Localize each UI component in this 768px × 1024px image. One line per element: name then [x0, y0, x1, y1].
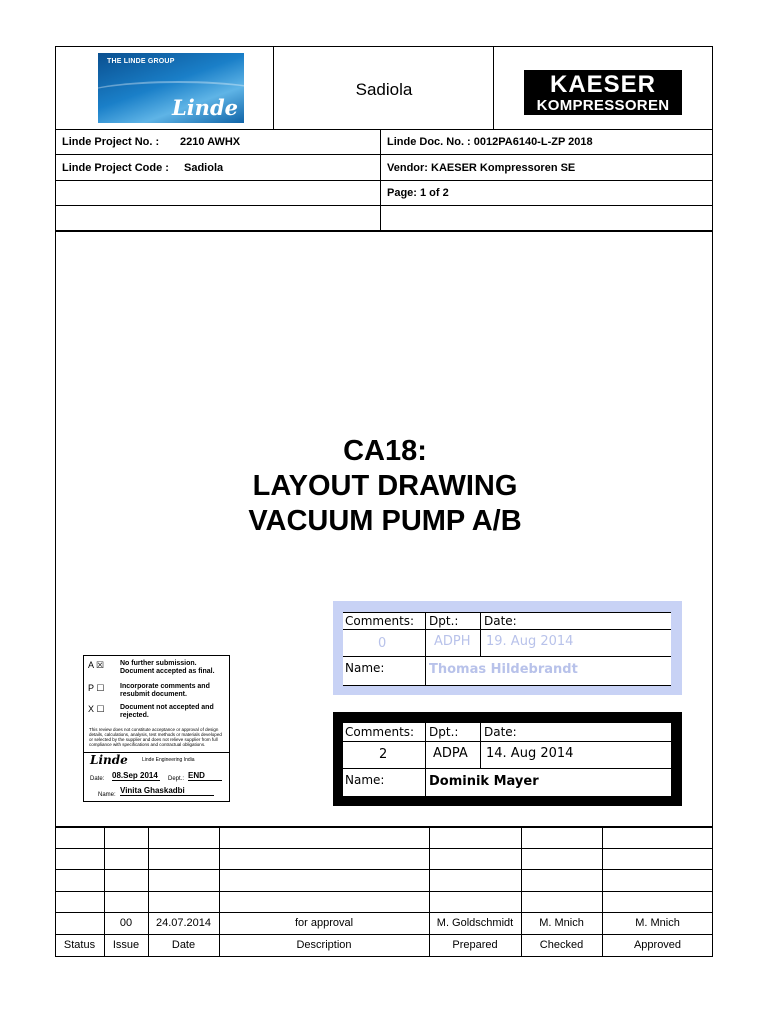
doc-no: Linde Doc. No. : 0012PA6140-L-ZP 2018 [387, 136, 593, 148]
name-label-2: Name: [345, 773, 385, 787]
kaeser-logo-line2: KOMPRESSOREN [536, 97, 670, 114]
checked-box-icon: A ☒ [88, 660, 105, 670]
checkbox-icon: X ☐ [88, 704, 105, 714]
project-code-label: Linde Project Code : [62, 162, 169, 174]
date-value-2: 14. Aug 2014 [486, 746, 574, 761]
info-rule-4 [55, 230, 713, 232]
page-number: Page: 1 of 2 [387, 187, 449, 199]
stamp-dept-value: END [188, 771, 222, 781]
col-header-status: Status [63, 939, 96, 951]
revision-checked: M. Mnich [539, 917, 584, 929]
col-header-approved: Approved [633, 939, 682, 951]
approval-stamp: A ☒ No further submission. Document accepted as final. P ☐ Incorporate comments and resubmit document. X ☐ Document not accepted and rejected. This review does not constitute acceptance or approval of design details, calculations, analysis, test methods or materials developed or selected by the supplier and does not relieve supplier from full compliance with specifications and contractual obligations. Linde Linde Engineering India Date: 08.Sep 2014 Dept.: END Name: Vinita Ghaskadbi [83, 655, 230, 802]
project-code-value: Sadiola [184, 162, 224, 174]
stamp-dept-label: Dept.: [168, 776, 185, 782]
kaeser-logo-line1: KAESER [549, 71, 657, 98]
project-no-value: 2210 AWHX [180, 136, 241, 148]
linde-logo-text: Linde [171, 95, 238, 120]
revision-table-top [55, 826, 713, 828]
date-label-2: Date: [484, 725, 517, 739]
info-rule-1 [55, 154, 713, 155]
col-header-checked: Checked [539, 939, 584, 951]
comments-label-1: Comments: [345, 614, 415, 628]
stamp-org: Linde Engineering India [142, 757, 195, 763]
checkbox-icon: P ☐ [88, 683, 105, 693]
col-header-issue: Issue [112, 939, 140, 951]
stamp-name-label: Name: [98, 792, 116, 798]
name-label-1: Name: [345, 661, 385, 675]
kaeser-logo [524, 70, 682, 115]
name-value-1: Thomas Hildebrandt [429, 662, 578, 677]
col-header-prepared: Prepared [452, 939, 498, 951]
stamp-disclaimer: This review does not constitute acceptance or approval of design details, calculations, analysis, test methods or materials developed or selected by the supplier and does not relieve supplier from full compliance with specifications and contractual obligations. [89, 727, 222, 747]
info-rule-3 [55, 205, 713, 206]
comments-value-1: 0 [378, 636, 387, 651]
project-no-label: Linde Project No. : [62, 136, 160, 148]
stamp-name-value: Vinita Ghaskadbi [120, 786, 214, 796]
dpt-label-1: Dpt.: [429, 614, 459, 628]
review-comment-table-2 [343, 723, 671, 796]
comments-value-2: 2 [379, 747, 388, 762]
col-header-description: Description [296, 939, 352, 951]
revision-description: for approval [294, 917, 354, 929]
revision-date: 24.07.2014 [155, 917, 212, 929]
review-comment-box-1 [333, 601, 682, 695]
stamp-date-value: 08.Sep 2014 [112, 771, 160, 781]
site-name: Sadiola [355, 80, 413, 99]
dpt-value-1: ADPH [434, 634, 471, 649]
col-header-date: Date [171, 939, 196, 951]
revision-issue: 00 [119, 917, 133, 929]
title-line-1: CA18: [343, 435, 427, 467]
title-line-3: VACUUM PUMP A/B [248, 505, 522, 537]
header-bottom-rule [55, 129, 713, 130]
document-title [160, 434, 610, 539]
revision-prepared: M. Goldschmidt [436, 917, 514, 929]
vendor: Vendor: KAESER Kompressoren SE [387, 162, 576, 174]
linde-group-text: THE LINDE GROUP [107, 58, 175, 65]
title-line-2: LAYOUT DRAWING [252, 470, 518, 502]
stamp-linde-logo: Linde [90, 753, 128, 767]
comments-label-2: Comments: [345, 725, 415, 739]
linde-logo [98, 53, 244, 123]
dpt-value-2: ADPA [433, 746, 468, 761]
date-label-1: Date: [484, 614, 517, 628]
name-value-2: Dominik Mayer [429, 774, 539, 789]
review-comment-table-1 [343, 612, 671, 686]
stamp-date-label: Date: [90, 776, 105, 782]
dpt-label-2: Dpt.: [429, 725, 459, 739]
info-rule-2 [55, 180, 713, 181]
review-comment-box-2 [333, 712, 682, 806]
date-value-1: 19. Aug 2014 [486, 634, 574, 649]
revision-approved: M. Mnich [635, 917, 680, 929]
